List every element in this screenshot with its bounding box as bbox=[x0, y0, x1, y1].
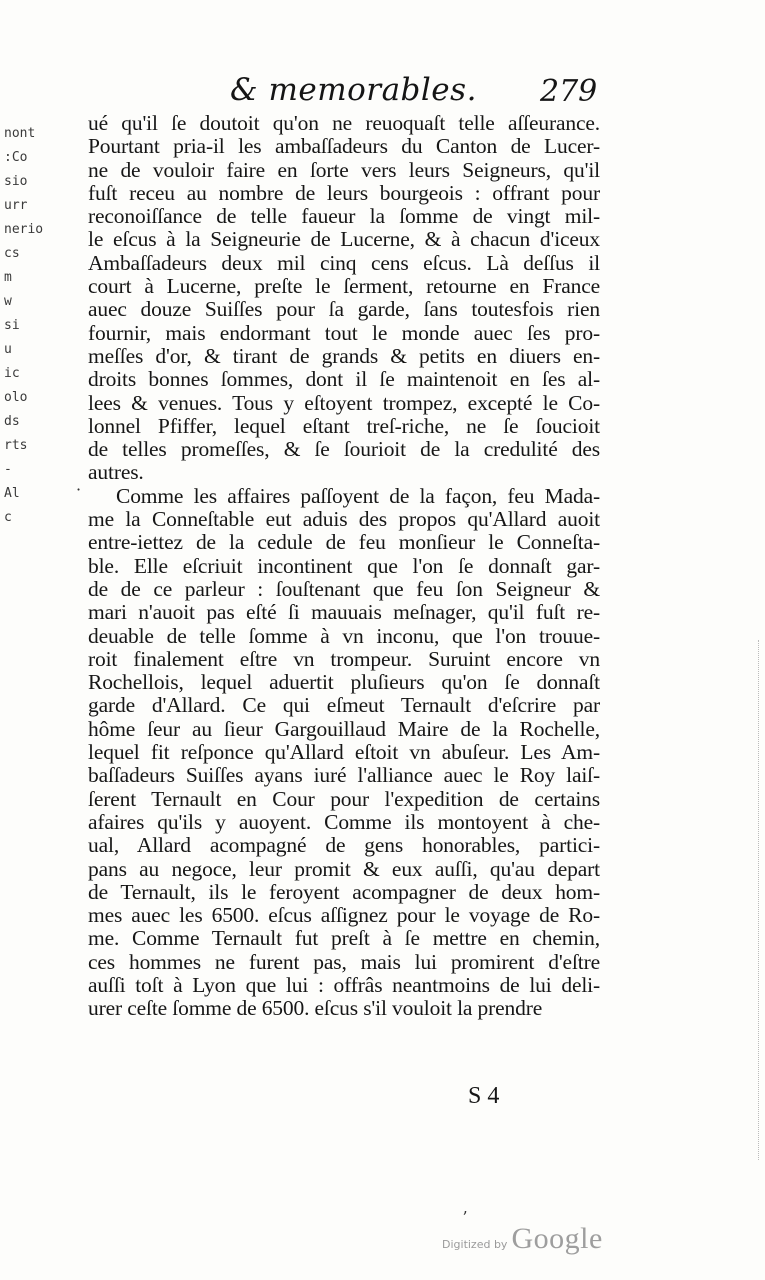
text-line: hôme ſeur au ſieur Gargouillaud Maire de la Rochelle, bbox=[88, 716, 600, 741]
facing-page-bleed-text: nont :Co sio urr nerio cs m w si u ic olo ds rts - Al c bbox=[4, 126, 44, 525]
text-line: pans au negoce, leur promit & eux auſſi, qu'au depart bbox=[88, 856, 600, 881]
printer-mark: ʼ bbox=[462, 1208, 468, 1227]
body-text bbox=[88, 112, 600, 1021]
text-line: ne de vouloir faire en ſorte vers leurs Seigneurs, qu'il bbox=[88, 157, 600, 182]
text-line: lonnel Pfiffer, lequel eſtant treſ-riche, ne ſe ſoucioit bbox=[88, 413, 600, 438]
text-line: autres. bbox=[88, 460, 144, 485]
digitization-watermark bbox=[442, 1222, 603, 1256]
text-line: ces hommes ne furent pas, mais lui promirent d'eſtre bbox=[88, 949, 600, 974]
text-line: court à Lucerne, preſte le ſerment, retourne en France bbox=[88, 274, 600, 299]
text-line: mari n'auoit pas eſté ſi mauuais meſnager, qu'il fuſt re- bbox=[88, 600, 600, 625]
text-line: me. Comme Ternault fut preſt à ſe mettre en chemin, bbox=[88, 926, 600, 951]
text-line: Pourtant pria-il les ambaſſadeurs du Canton de Lucer- bbox=[88, 134, 600, 159]
text-line: le eſcus à la Seigneurie de Lucerne, & à chacun d'iceux bbox=[88, 227, 600, 252]
text-line: droits bonnes ſommes, dont il ſe maintenoit en ſes al- bbox=[88, 367, 600, 392]
text-line: fuſt receu au nombre de leurs bourgeois : offrant pour bbox=[88, 180, 600, 205]
text-line: meſſes d'or, & tirant de grands & petits en diuers en- bbox=[88, 343, 600, 368]
text-line: de telles promeſſes, & ſe ſourioit de la credulité des bbox=[88, 437, 600, 462]
watermark-prefix: Digitized by bbox=[442, 1238, 508, 1251]
text-line: ſerent Ternault en Cour pour l'expedition de certains bbox=[88, 786, 600, 811]
text-line: ual, Allard acompagné de gens honorables, partici- bbox=[88, 833, 600, 858]
text-line: fournir, mais endormant tout le monde auec ſes pro- bbox=[88, 320, 600, 345]
text-line: ble. Elle eſcriuit incontinent que l'on ſe donnaſt gar- bbox=[88, 553, 600, 578]
text-line: deuable de telle ſomme à vn inconu, que l'on trouue- bbox=[88, 623, 600, 648]
margin-mark: · bbox=[76, 480, 82, 499]
page-edge-shadow bbox=[746, 640, 759, 1160]
text-line: lees & venues. Tous y eſtoyent trompez, excepté le Co- bbox=[88, 390, 600, 415]
text-line: de de ce parleur : ſouſtenant que feu ſon Seigneur & bbox=[88, 576, 600, 601]
page-header bbox=[230, 72, 598, 112]
page-number: 279 bbox=[540, 74, 598, 109]
text-line: roit finalement eſtre vn trompeur. Suruint encore vn bbox=[88, 646, 600, 671]
text-line: Comme les affaires paſſoyent de la façon, feu Mada- bbox=[116, 483, 600, 508]
text-line: baſſadeurs Suiſſes ayans iuré l'alliance auec le Roy laiſ- bbox=[88, 763, 600, 788]
text-line: Rochellois, lequel aduertit pluſieurs qu'on ſe donnaſt bbox=[88, 670, 600, 695]
text-line: Ambaſſadeurs deux mil cinq cens eſcus. Là deſſus il bbox=[88, 250, 600, 275]
text-line: de Ternault, ils le feroyent acompagner de deux hom- bbox=[88, 879, 600, 904]
text-line: afaires qu'ils y auoyent. Comme ils montoyent à che- bbox=[88, 809, 600, 834]
text-line: lequel fit reſponce qu'Allard eſtoit vn abuſeur. Les Am- bbox=[88, 740, 600, 765]
text-line: mes auec les 6500. eſcus aſſignez pour le voyage de Ro- bbox=[88, 903, 600, 928]
text-line: reconoiſſance de telle faueur la ſomme de vingt mil- bbox=[88, 204, 600, 229]
signature-mark: S 4 bbox=[468, 1083, 500, 1109]
text-line: auec douze Suiſſes pour ſa garde, ſans toutesfois rien bbox=[88, 297, 600, 322]
running-title: & memorables. bbox=[230, 72, 477, 108]
text-line: me la Conneſtable eut aduis des propos qu'Allard auoit bbox=[88, 507, 600, 532]
google-logo: Google bbox=[511, 1222, 603, 1255]
text-line: auſſi toſt à Lyon que lui : offrâs neantmoins de lui deli- bbox=[88, 972, 600, 997]
text-line: garde d'Allard. Ce qui eſmeut Ternault d'eſcrire par bbox=[88, 693, 600, 718]
text-line: entre-iettez de la cedule de feu monſieur le Conneſta- bbox=[88, 530, 600, 555]
text-line: urer ceſte ſomme de 6500. eſcus s'il vouloit la prendre bbox=[88, 996, 543, 1021]
text-line: ué qu'il ſe doutoit qu'on ne reuoquaſt telle aſſeurance. bbox=[88, 111, 600, 135]
